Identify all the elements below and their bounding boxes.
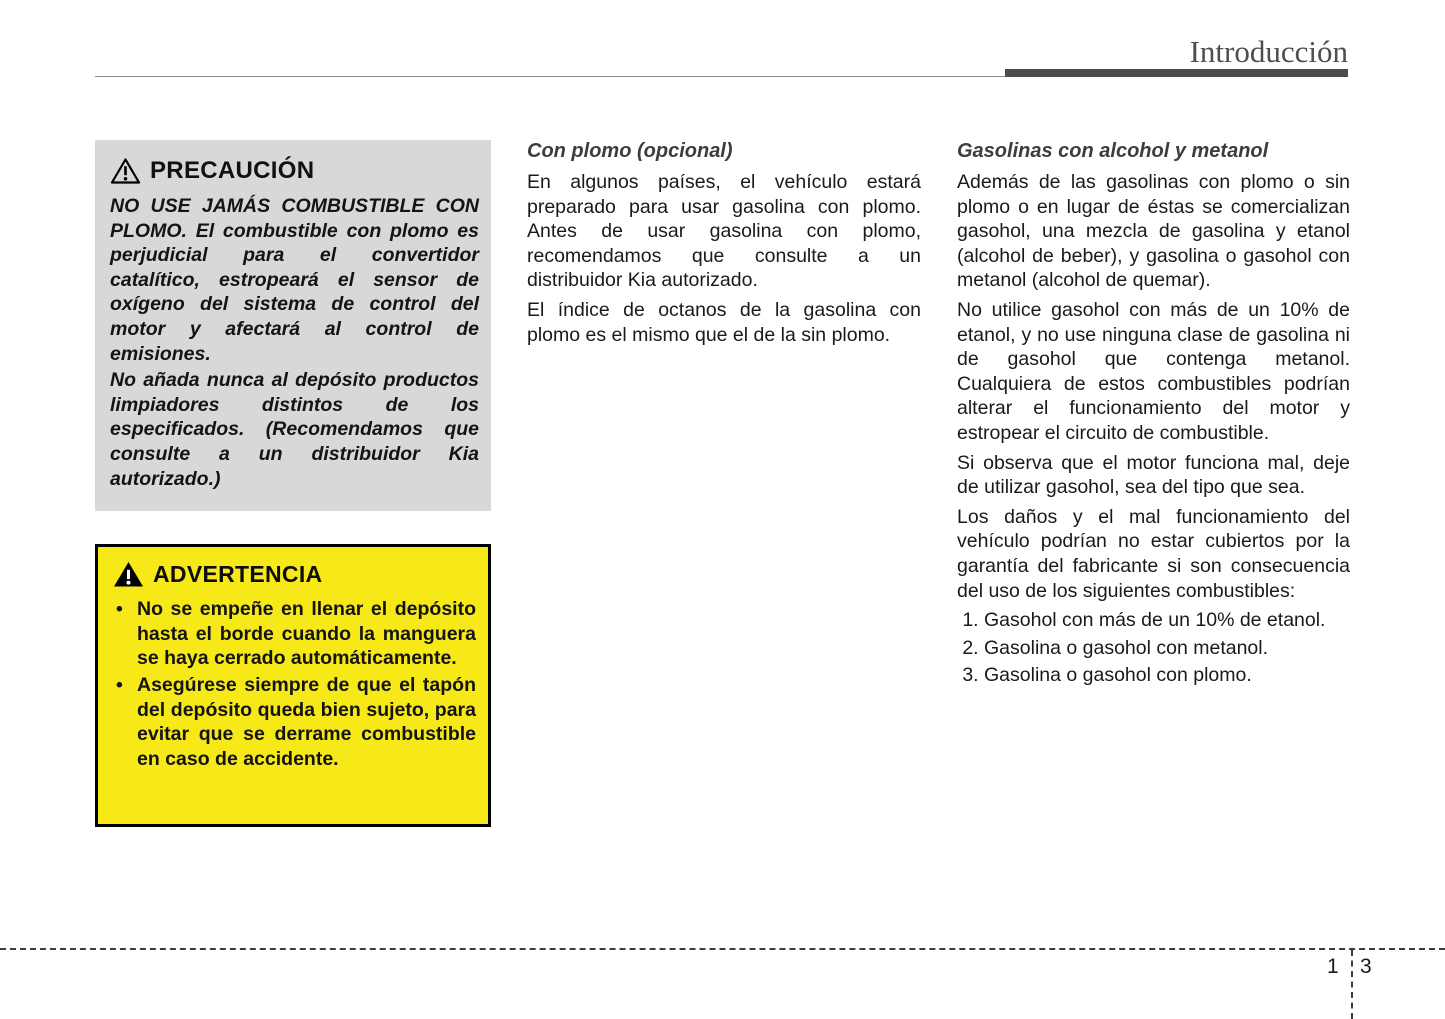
footer-dashed-rule (0, 948, 1445, 950)
caution-paragraph: No añada nunca al depósito productos limpiadores distintos de los especificados. (Recomendamos que consulte a un distribuidor Kia autorizado.) (110, 369, 479, 490)
numbered-list-item: 3. Gasolina o gasohol con plomo. (984, 663, 1350, 688)
section-heading-leaded: Con plomo (opcional) (527, 140, 733, 162)
warning-bullet-list (113, 597, 476, 771)
section-heading-alcohol: Gasolinas con alcohol y metanol (957, 140, 1269, 162)
caution-box (95, 140, 491, 511)
warning-triangle-filled-icon (113, 561, 144, 588)
right-column (957, 140, 1350, 691)
numbered-list-item: 1. Gasohol con más de un 10% de etanol. (984, 608, 1350, 633)
warning-triangle-outline-icon (110, 157, 141, 185)
body-paragraph: En algunos países, el vehículo estará preparado para usar gasolina con plomo. Antes de usar gasolina con plomo, recomendamos que consulte a un distribuidor Kia autorizado. (527, 171, 921, 292)
left-column (95, 140, 491, 827)
body-paragraph: Los daños y el mal funcionamiento del vehículo podrían no estar cubiertos por la garantía del fabricante si son consecuencia del uso de los siguientes combustibles: (957, 505, 1350, 602)
warning-title: ADVERTENCIA (153, 561, 323, 588)
warning-title-row (113, 561, 476, 588)
warning-bullet-item: • No se empeñe en llenar el depósito hasta el borde cuando la manguera se haya cerrado automáticamente. (113, 597, 476, 671)
body-paragraph: Si observa que el motor funciona mal, deje de utilizar gasohol, sea del tipo que sea. (957, 451, 1350, 499)
header-bar (1005, 69, 1348, 77)
page-title: Introducción (1189, 34, 1348, 69)
numbered-list-item: 2. Gasolina o gasohol con metanol. (984, 636, 1350, 661)
warning-box (95, 544, 491, 827)
warning-bullet-item: • Asegúrese siempre de que el tapón del depósito queda bien sujeto, para evitar que se derrame combustible en caso de accidente. (113, 673, 476, 771)
caution-paragraph: NO USE JAMÁS COMBUSTIBLE CON PLOMO. El combustible con plomo es perjudicial para el convertidor catalítico, estropeará el sensor de oxígeno del sistema de control del motor y afectará al control de emisiones. (110, 195, 479, 365)
body-paragraph: El índice de octanos de la gasolina con plomo es el mismo que el de la sin plomo. (527, 298, 921, 346)
body-paragraph: No utilice gasohol con más de un 10% de etanol, y no use ninguna clase de gasolina ni de gasohol que contenga metanol. Cualquiera de estos combustibles podrían alterar el funcionamiento del motor y estropear el circuito de combustible. (957, 298, 1350, 444)
caution-title: PRECAUCIÓN (150, 157, 315, 184)
footer-page-number: 3 (1360, 955, 1372, 978)
footer-divider-line (1351, 950, 1353, 1019)
footer-chapter-number: 1 (1327, 955, 1339, 978)
body-paragraph: Además de las gasolinas con plomo o sin plomo o en lugar de éstas se comercializan gasohol, una mezcla de gasolina y etanol (alcohol de beber), y gasolina o gasohol con metanol (alcohol de quemar). (957, 171, 1350, 292)
fuel-numbered-list (957, 608, 1350, 688)
middle-column (527, 140, 921, 352)
caution-title-row (110, 157, 479, 185)
